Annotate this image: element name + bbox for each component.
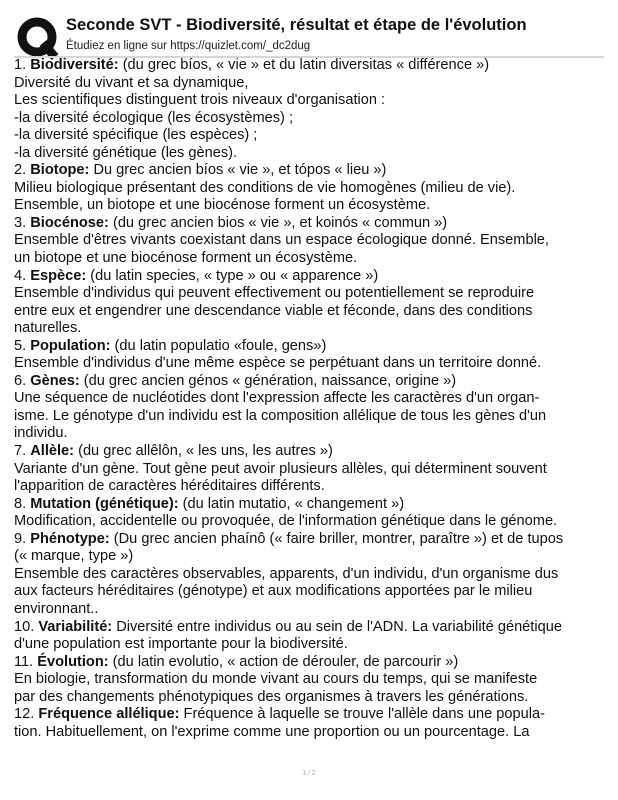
term-heading-line bbox=[14, 496, 606, 514]
term-etymology: Fréquence à laquelle se trouve l'allèle dans une popula- bbox=[179, 706, 545, 723]
term-name: Biocénose: bbox=[30, 214, 109, 231]
term-etymology: (du grec allêlôn, « les uns, les autres ») bbox=[74, 443, 333, 460]
term-number: 2. bbox=[14, 162, 27, 179]
term-definition-line: -la diversité spécifique (les espèces) ; bbox=[14, 127, 258, 144]
term-heading-line bbox=[14, 215, 606, 233]
term-entry bbox=[14, 531, 606, 619]
term-definition-line: Une séquence de nucléotides dont l'expression affecte les caractères d'un organ- bbox=[14, 390, 540, 407]
term-definition-line: Ensemble d'individus qui peuvent effectivement ou potentiellement se reproduire bbox=[14, 285, 535, 302]
term-definition-line: individu. bbox=[14, 425, 68, 442]
term-name: Évolution: bbox=[37, 653, 109, 670]
term-definition-line: entre eux et engendrer une descendance viable et féconde, dans des conditions bbox=[14, 302, 533, 319]
term-number: 9. bbox=[14, 530, 27, 547]
term-definition-line: (« marque, type ») bbox=[14, 548, 134, 565]
term-number: 5. bbox=[14, 337, 27, 354]
term-entry bbox=[14, 619, 606, 654]
term-definition-line: isme. Le génotype d'un individu est la composition allélique de tous les gènes d'un bbox=[14, 407, 547, 424]
term-number: 12. bbox=[14, 706, 35, 723]
term-definition-line: -la diversité génétique (les gènes). bbox=[14, 144, 238, 161]
term-etymology: (du grec ancien génos « génération, naissance, origine ») bbox=[79, 372, 457, 389]
term-entry bbox=[14, 373, 606, 443]
term-etymology: (du latin mutatio, « changement ») bbox=[178, 495, 405, 512]
term-definition-line: Ensemble des caractères observables, apparents, d'un individu, d'un organisme dus bbox=[14, 565, 559, 582]
term-heading-line bbox=[14, 162, 606, 180]
term-etymology: (du grec bíos, « vie » et du latin diversitas « différence ») bbox=[118, 57, 490, 73]
term-entry bbox=[14, 706, 606, 741]
term-heading-line bbox=[14, 338, 606, 356]
term-name: Gènes: bbox=[30, 372, 80, 389]
term-definition-line: environnant.. bbox=[14, 600, 99, 617]
term-number: 1. bbox=[14, 57, 27, 73]
term-heading-line bbox=[14, 619, 606, 637]
term-definition-line: par des changements phénotypiques des organismes à travers les générations. bbox=[14, 688, 529, 705]
term-number: 8. bbox=[14, 495, 27, 512]
term-name: Mutation (génétique): bbox=[30, 495, 179, 512]
term-definition-line: Milieu biologique présentant des conditions de vie homogènes (milieu de vie). bbox=[14, 179, 516, 196]
term-entry bbox=[14, 57, 606, 162]
term-definition-line: Ensemble d'êtres vivants coexistant dans un espace écologique donné. Ensemble, bbox=[14, 232, 549, 249]
page-indicator: 1 / 2 bbox=[302, 770, 316, 777]
term-name: Population: bbox=[30, 337, 111, 354]
term-number: 10. bbox=[14, 618, 35, 635]
term-number: 3. bbox=[14, 214, 27, 231]
term-number: 11. bbox=[14, 653, 34, 670]
term-name: Espèce: bbox=[30, 267, 87, 284]
term-name: Biodiversité: bbox=[30, 57, 119, 73]
term-definition-line: Ensemble, un biotope et une biocénose forment un écosystème. bbox=[14, 197, 431, 214]
document-title: Seconde SVT - Biodiversité, résultat et étape de l'évolution bbox=[66, 16, 527, 34]
term-etymology: (Du grec ancien phaínô (« faire briller, montrer, paraître ») et de tupos bbox=[109, 530, 564, 547]
term-definition-line: d'une population est importante pour la biodiversité. bbox=[14, 636, 348, 653]
term-definition-line: -la diversité écologique (les écosystèmes) ; bbox=[14, 109, 294, 126]
term-name: Variabilité: bbox=[38, 618, 113, 635]
term-etymology: (du latin species, « type » ou « apparence ») bbox=[86, 267, 379, 284]
term-definition-line: tion. Habituellement, on l'exprime comme une proportion ou un pourcentage. La bbox=[14, 723, 530, 740]
term-name: Fréquence allélique: bbox=[38, 706, 180, 723]
term-entry bbox=[14, 496, 606, 531]
term-name: Biotope: bbox=[30, 162, 90, 179]
term-entry bbox=[14, 443, 606, 496]
term-definition-line: Diversité du vivant et sa dynamique, bbox=[14, 74, 249, 91]
term-definition-line: En biologie, transformation du monde vivant au cours du temps, qui se manifeste bbox=[14, 671, 538, 688]
term-etymology: Du grec ancien bíos « vie », et tópos « lieu ») bbox=[89, 162, 387, 179]
term-etymology: (du latin populatio «foule, gens») bbox=[110, 337, 327, 354]
term-heading-line bbox=[14, 531, 606, 549]
term-etymology: (du grec ancien bios « vie », et koinós « commun ») bbox=[108, 214, 448, 231]
term-definition-line: un biotope et une biocénose forment un écosystème. bbox=[14, 250, 358, 267]
document-header bbox=[14, 12, 604, 57]
term-entry bbox=[14, 162, 606, 215]
term-entry bbox=[14, 654, 606, 707]
term-definition-line: Modification, accidentelle ou provoquée, de l'information génétique dans le génome. bbox=[14, 513, 558, 530]
document-subtitle: Étudiez en ligne sur https://quizlet.com/_dc2dug bbox=[66, 40, 311, 52]
term-number: 7. bbox=[14, 443, 27, 460]
term-definition-line: Ensemble d'individus d'une même espèce se perpétuant dans un territoire donné. bbox=[14, 355, 542, 372]
term-definition-line: aux facteurs héréditaires (génotype) et aux modifications apportées par le milieu bbox=[14, 583, 533, 600]
term-definition-line: Les scientifiques distinguent trois niveaux d'organisation : bbox=[14, 92, 386, 109]
term-heading-line bbox=[14, 654, 606, 672]
term-entry bbox=[14, 268, 606, 338]
term-definition-line: l'apparition de caractères héréditaires différents. bbox=[14, 478, 325, 495]
term-number: 4. bbox=[14, 267, 27, 284]
term-definition-line: naturelles. bbox=[14, 320, 82, 337]
term-list bbox=[14, 57, 606, 741]
term-name: Phénotype: bbox=[30, 530, 110, 547]
term-entry bbox=[14, 215, 606, 268]
term-definition-line: Variante d'un gène. Tout gène peut avoir plusieurs allèles, qui déterminent souvent bbox=[14, 460, 547, 477]
term-number: 6. bbox=[14, 372, 27, 389]
term-etymology: Diversité entre individus ou au sein de l'ADN. La variabilité génétique bbox=[112, 618, 562, 635]
term-entry bbox=[14, 338, 606, 373]
term-heading-line bbox=[14, 373, 606, 391]
term-etymology: (du latin evolutio, « action de dérouler, de parcourir ») bbox=[108, 653, 459, 670]
term-heading-line bbox=[14, 443, 606, 461]
quizlet-logo-icon bbox=[16, 16, 60, 60]
term-heading-line bbox=[14, 57, 606, 75]
term-heading-line bbox=[14, 268, 606, 286]
term-name: Allèle: bbox=[30, 443, 75, 460]
term-heading-line bbox=[14, 706, 606, 724]
